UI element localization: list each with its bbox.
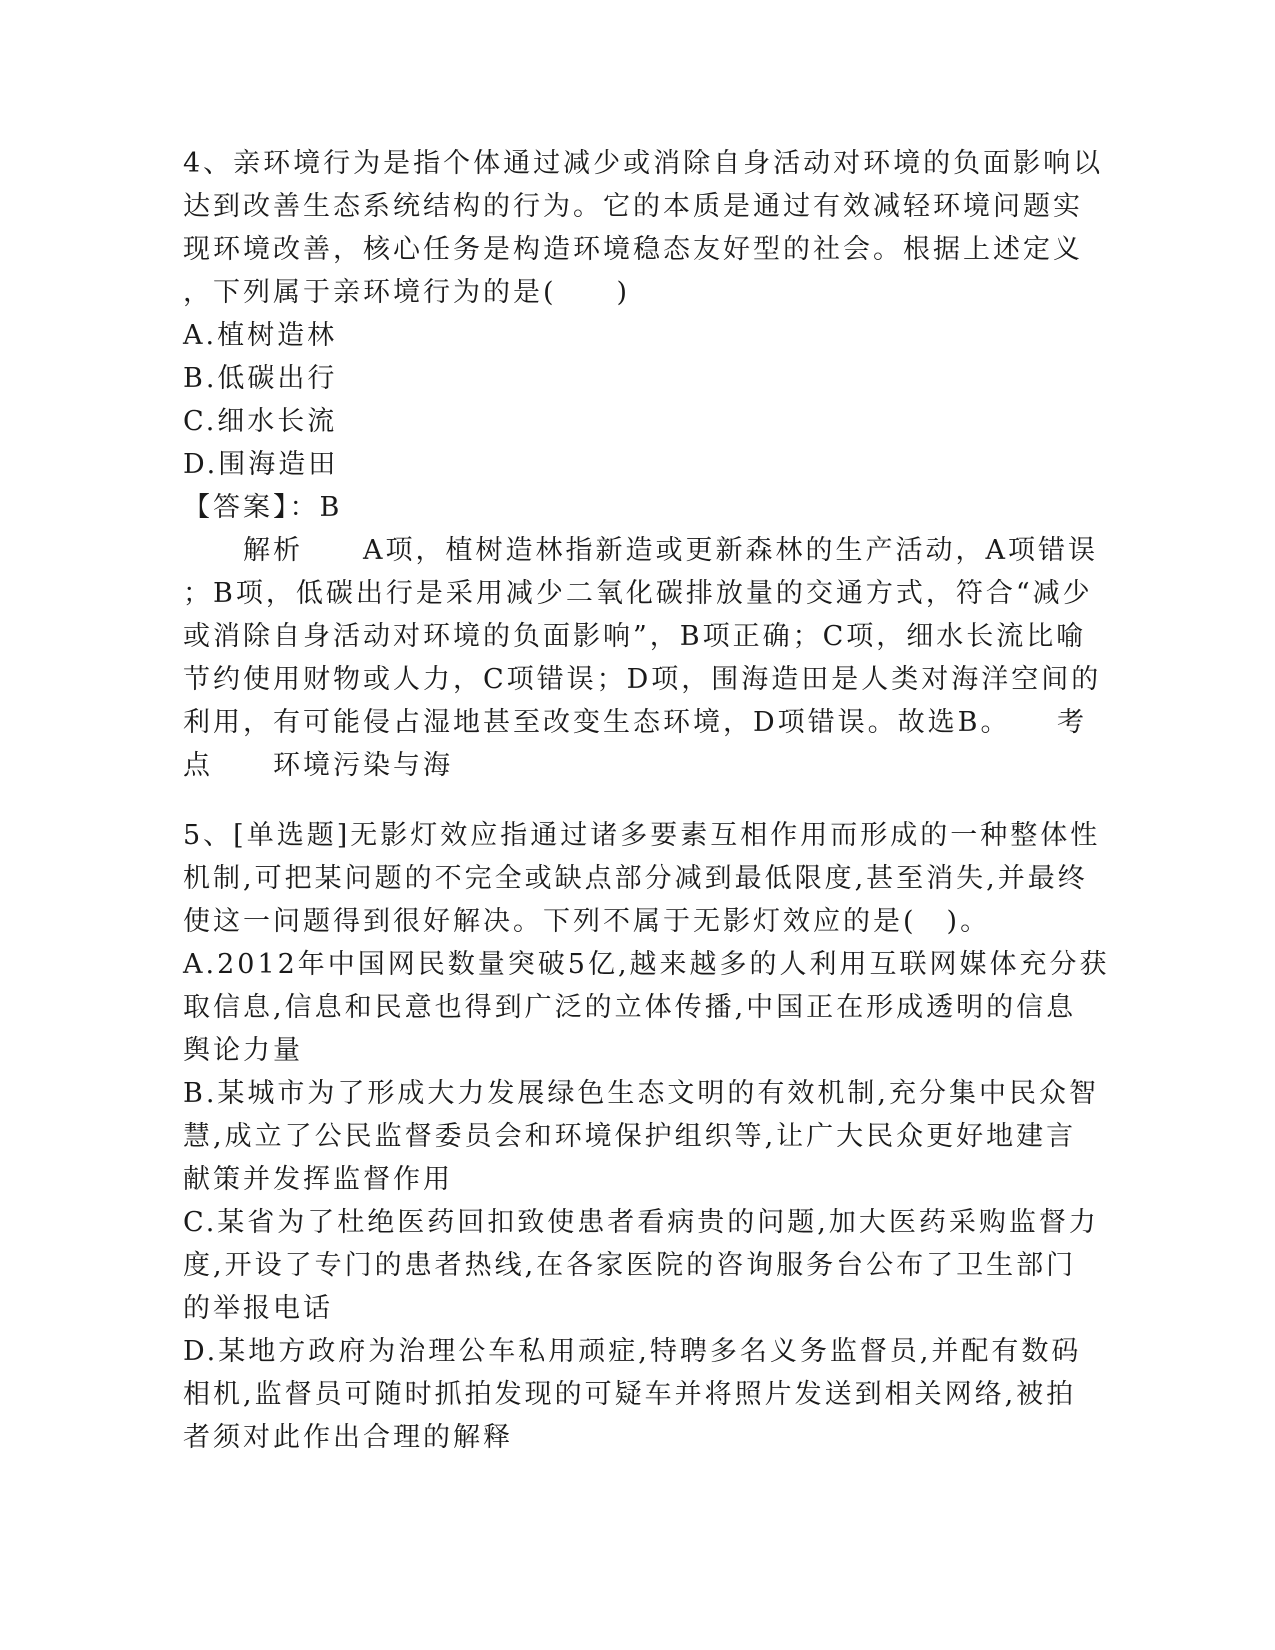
option-line: 度,开设了专门的患者热线,在各家医院的咨询服务台公布了卫生部门: [183, 1250, 1077, 1281]
option-line: 献策并发挥监督作用: [183, 1164, 453, 1195]
document-page: [183, 142, 1110, 1459]
option-a: A.植树造林: [183, 320, 338, 351]
analysis-line: 解析 A项，植树造林指新造或更新森林的生产活动，A项错误: [183, 535, 1098, 566]
answer: 【答案】：B: [183, 492, 343, 523]
option-c: [183, 1201, 1099, 1330]
option-line: 慧,成立了公民监督委员会和环境保护组织等,让广大民众更好地建言: [183, 1121, 1077, 1152]
stem-line: 机制,可把某问题的不完全或缺点部分减到最低限度,甚至消失,并最终: [183, 863, 1088, 894]
option-line: B.某城市为了形成大力发展绿色生态文明的有效机制,充分集中民众智: [183, 1078, 1100, 1109]
option-d: [183, 1330, 1083, 1459]
stem-line: 4、亲环境行为是指个体通过减少或消除自身活动对环境的负面影响以: [183, 148, 1104, 179]
stem-line: 达到改善生态系统结构的行为。它的本质是通过有效减轻环境问题实: [183, 191, 1083, 222]
option-line: 取信息,信息和民意也得到广泛的立体传播,中国正在形成透明的信息: [183, 992, 1077, 1023]
option-c: C.细水长流: [183, 406, 338, 437]
question-5-stem: [183, 814, 1101, 943]
option-line: 者须对此作出合理的解释: [183, 1422, 513, 1453]
stem-line: 5、[单选题]无影灯效应指通过诸多要素互相作用而形成的一种整体性: [183, 820, 1101, 851]
option-line: 相机,监督员可随时抓拍发现的可疑车并将照片发送到相关网络,被拍: [183, 1379, 1077, 1410]
option-d: D.围海造田: [183, 449, 339, 480]
option-line: 舆论力量: [183, 1035, 303, 1066]
question-4-stem: [183, 142, 1104, 314]
option-b: [183, 1072, 1100, 1201]
question-5: [183, 814, 1110, 1459]
stem-line: 现环境改善，核心任务是构造环境稳态友好型的社会。根据上述定义: [183, 234, 1083, 265]
option-a: [183, 943, 1110, 1072]
analysis-line: 节约使用财物或人力，C项错误；D项，围海造田是人类对海洋空间的: [183, 664, 1102, 695]
stem-line: ，下列属于亲环境行为的是( ): [183, 277, 631, 308]
question-gap: [183, 787, 1083, 814]
option-line: 的举报电话: [183, 1293, 333, 1324]
analysis-line: ；B项，低碳出行是采用减少二氧化碳排放量的交通方式，符合“减少: [183, 578, 1093, 609]
question-4: [183, 142, 1104, 787]
analysis-line: 点 环境污染与海: [183, 750, 453, 781]
question-4-options: [183, 314, 1083, 486]
option-line: C.某省为了杜绝医药回扣致使患者看病贵的问题,加大医药采购监督力: [183, 1207, 1099, 1238]
analysis-line: 或消除自身活动对环境的负面影响”，B项正确；C项，细水长流比喻: [183, 621, 1087, 652]
option-b: B.低碳出行: [183, 363, 338, 394]
option-line: A.2012年中国网民数量突破5亿,越来越多的人利用互联网媒体充分获: [183, 949, 1110, 980]
stem-line: 使这一问题得到很好解决。下列不属于无影灯效应的是( )。: [183, 906, 991, 937]
analysis: [183, 529, 1102, 787]
analysis-line: 利用，有可能侵占湿地甚至改变生态环境，D项错误。故选B。 考: [183, 707, 1087, 738]
option-line: D.某地方政府为治理公车私用顽症,特聘多名义务监督员,并配有数码: [183, 1336, 1082, 1367]
